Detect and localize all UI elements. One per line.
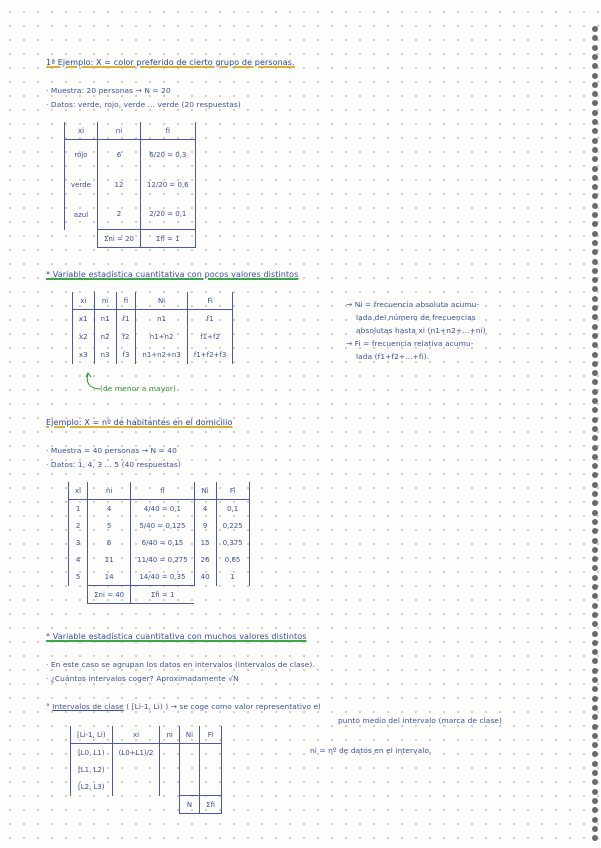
col-header: fi xyxy=(141,122,196,140)
binder-hole xyxy=(592,556,598,562)
binder-hole xyxy=(592,352,598,358)
table-cell: f1 xyxy=(187,310,232,328)
col-header: xi xyxy=(73,292,95,310)
binder-hole xyxy=(592,110,598,116)
table-cell: 1 xyxy=(69,500,88,518)
sum-cell: Σfi = 1 xyxy=(131,586,195,604)
table-cell: 2 xyxy=(69,517,88,534)
binder-hole xyxy=(592,277,598,283)
table-cell: 6 xyxy=(97,140,140,170)
table-cell: n1+n2 xyxy=(136,328,187,346)
table-row xyxy=(69,568,250,586)
table-cell: f3 xyxy=(116,346,136,364)
col-header: [Li-1, Li) xyxy=(71,726,113,744)
table-cell: f1+f2 xyxy=(187,328,232,346)
binder-hole xyxy=(592,528,598,534)
table-cell: f1+f2+f3 xyxy=(187,346,232,364)
intervals-heading-2: punto medio del intervalo (marca de clase) xyxy=(338,716,503,725)
binder-hole xyxy=(592,63,598,69)
table-cell: x3 xyxy=(73,346,95,364)
binder-hole xyxy=(592,575,598,581)
binder-hole xyxy=(592,26,598,32)
table-cell: 3 xyxy=(69,534,88,551)
table-cell: 26 xyxy=(194,551,216,568)
table-cell: 12 xyxy=(97,170,140,200)
binder-hole xyxy=(592,417,598,423)
binder-hole xyxy=(592,807,598,813)
table-cell: [L2, L3) xyxy=(71,778,113,796)
binder-hole xyxy=(592,73,598,79)
table-cell: 2 xyxy=(97,200,140,230)
col-header: Fi xyxy=(187,292,232,310)
section2-note-3: absolutas hasta xi (n1+n2+...+ni) xyxy=(356,326,486,335)
binder-hole xyxy=(592,603,598,609)
table-cell xyxy=(200,744,222,762)
binder-hole xyxy=(592,593,598,599)
table-cell: [L1, L2) xyxy=(71,761,113,778)
col-header: Fi xyxy=(200,726,222,744)
section2-table xyxy=(72,292,233,364)
table-cell: azul xyxy=(65,200,98,230)
table-cell: 0,375 xyxy=(216,534,249,551)
col-header: xi xyxy=(69,482,88,500)
table-cell: n1 xyxy=(136,310,187,328)
table-row xyxy=(71,778,222,796)
binder-hole xyxy=(592,166,598,172)
binder-hole xyxy=(592,296,598,302)
table-cell: 11 xyxy=(88,551,131,568)
binder-hole xyxy=(592,510,598,516)
col-header: xi xyxy=(65,122,98,140)
table-cell: 4 xyxy=(69,551,88,568)
binder-hole xyxy=(592,184,598,190)
table-cell: n2 xyxy=(94,328,116,346)
table-row xyxy=(73,346,233,364)
table-cell: 11/40 = 0,275 xyxy=(131,551,195,568)
table-cell xyxy=(160,778,179,796)
binder-hole xyxy=(592,100,598,106)
binder-hole xyxy=(592,826,598,832)
binder-hole xyxy=(592,798,598,804)
binder-hole xyxy=(592,482,598,488)
table-row xyxy=(69,534,250,551)
table-cell: 2/20 = 0,1 xyxy=(141,200,196,230)
table-cell: 4 xyxy=(88,500,131,518)
table-cell: (L0+L1)/2 xyxy=(112,744,160,762)
binder-hole xyxy=(592,770,598,776)
binder-hole xyxy=(592,751,598,757)
sum-row xyxy=(69,586,250,604)
sum-cell: Σfi xyxy=(200,796,222,814)
sum-row xyxy=(71,796,222,814)
binder-hole xyxy=(592,817,598,823)
binder-hole xyxy=(592,82,598,88)
binder-hole xyxy=(592,714,598,720)
table-cell: n3 xyxy=(94,346,116,364)
binder-hole xyxy=(592,203,598,209)
binder-hole xyxy=(592,789,598,795)
binder-hole xyxy=(592,621,598,627)
binder-hole xyxy=(592,333,598,339)
table-cell: 4/40 = 0,1 xyxy=(131,500,195,518)
table-row xyxy=(71,744,222,762)
binder-hole xyxy=(592,268,598,274)
table-cell: [L0, L1) xyxy=(71,744,113,762)
binder-hole xyxy=(592,686,598,692)
section2-note-4: → Fi = frecuencia relativa acumu- xyxy=(346,339,474,348)
binder-hole xyxy=(592,640,598,646)
binder-hole xyxy=(592,138,598,144)
table-cell: 15 xyxy=(194,534,216,551)
col-header: Fi xyxy=(216,482,249,500)
binder-hole xyxy=(592,249,598,255)
section2-note-2: lada del número de frecuencias xyxy=(356,313,476,322)
binder-hole xyxy=(592,407,598,413)
table-row xyxy=(65,170,196,200)
intervals-heading: ° Intervalos de clase ( [Li-1, Li) ) → se coge como valor representativo el xyxy=(46,702,321,711)
example1-line-1: · Muestra: 20 personas → N = 20 xyxy=(46,86,171,95)
binder-hole xyxy=(592,370,598,376)
table-cell xyxy=(200,778,222,796)
binder-hole xyxy=(592,193,598,199)
binder-hole xyxy=(592,472,598,478)
section2-note-5: lada (f1+f2+...+fi). xyxy=(356,352,430,361)
binder-hole xyxy=(592,538,598,544)
binder-hole xyxy=(592,565,598,571)
table-cell: f2 xyxy=(116,328,136,346)
binder-holes xyxy=(587,0,601,848)
table-cell: 5 xyxy=(88,517,131,534)
col-header: Ni xyxy=(136,292,187,310)
table-cell: 5 xyxy=(69,568,88,586)
binder-hole xyxy=(592,286,598,292)
table-cell: 12/20 = 0,6 xyxy=(141,170,196,200)
binder-hole xyxy=(592,649,598,655)
sum-row xyxy=(65,230,196,248)
binder-hole xyxy=(592,724,598,730)
binder-hole xyxy=(592,658,598,664)
binder-hole xyxy=(592,398,598,404)
binder-hole xyxy=(592,156,598,162)
col-header: xi xyxy=(112,726,160,744)
binder-hole xyxy=(592,519,598,525)
table-row xyxy=(65,140,196,170)
binder-hole xyxy=(592,705,598,711)
table-row xyxy=(69,551,250,568)
binder-hole xyxy=(592,361,598,367)
binder-hole xyxy=(592,389,598,395)
table-cell: 6/40 = 0,15 xyxy=(131,534,195,551)
sum-cell: Σni = 40 xyxy=(88,586,131,604)
binder-hole xyxy=(592,426,598,432)
binder-hole xyxy=(592,175,598,181)
example2-title: Ejemplo: X = nº de habitantes en el domicilio xyxy=(46,418,233,427)
binder-hole xyxy=(592,547,598,553)
table-cell: 6 xyxy=(88,534,131,551)
table-row xyxy=(69,517,250,534)
table-row xyxy=(73,310,233,328)
binder-hole xyxy=(592,454,598,460)
binder-hole xyxy=(592,696,598,702)
binder-hole xyxy=(592,779,598,785)
binder-hole xyxy=(592,305,598,311)
binder-hole xyxy=(592,445,598,451)
binder-hole xyxy=(592,435,598,441)
table-row xyxy=(65,200,196,230)
table-cell: rojo xyxy=(65,140,98,170)
table-cell xyxy=(160,761,179,778)
example1-title: 1ª Ejemplo: X = color preferido de cierto grupo de personas. xyxy=(46,58,295,67)
binder-hole xyxy=(592,612,598,618)
binder-hole xyxy=(592,314,598,320)
binder-hole xyxy=(592,259,598,265)
binder-hole xyxy=(592,212,598,218)
table-cell: 5/40 = 0,125 xyxy=(131,517,195,534)
table-cell: x1 xyxy=(73,310,95,328)
table-cell xyxy=(179,744,199,762)
col-header: Ni xyxy=(194,482,216,500)
binder-hole xyxy=(592,35,598,41)
binder-hole xyxy=(592,491,598,497)
binder-hole xyxy=(592,500,598,506)
col-header: ni xyxy=(160,726,179,744)
example2-line-2: · Datos: 1, 4, 3 ... 5 (40 respuestas) xyxy=(46,460,181,469)
table-cell: 0,1 xyxy=(216,500,249,518)
binder-hole xyxy=(592,742,598,748)
col-header: Ni xyxy=(179,726,199,744)
table-cell: n1+n2+n3 xyxy=(136,346,187,364)
table-cell: 6/20 = 0,3 xyxy=(141,140,196,170)
binder-hole xyxy=(592,463,598,469)
binder-hole xyxy=(592,54,598,60)
table-cell xyxy=(160,744,179,762)
binder-hole xyxy=(592,45,598,51)
intervals-table xyxy=(70,726,222,814)
table-cell: 0,225 xyxy=(216,517,249,534)
binder-hole xyxy=(592,91,598,97)
col-header: ni xyxy=(97,122,140,140)
table-row xyxy=(71,761,222,778)
section2-note-1: → Ni = frecuencia absoluta acumu- xyxy=(346,300,480,309)
section2-title: * Variable estadística cuantitativa con pocos valores distintos xyxy=(46,270,299,279)
binder-hole xyxy=(592,221,598,227)
table-row xyxy=(73,328,233,346)
sum-cell: Σni = 20 xyxy=(97,230,140,248)
table-cell: 0,65 xyxy=(216,551,249,568)
binder-hole xyxy=(592,631,598,637)
order-annotation: (de menor a mayor) xyxy=(100,384,177,393)
table-cell: 14/40 = 0,35 xyxy=(131,568,195,586)
table-cell xyxy=(112,761,160,778)
binder-hole xyxy=(592,379,598,385)
table-cell: f1 xyxy=(116,310,136,328)
example1-line-2: · Datos: verde, rojo, verde ... verde (20 respuestas) xyxy=(46,100,241,109)
binder-hole xyxy=(592,240,598,246)
binder-hole xyxy=(592,584,598,590)
example2-line-1: · Muestra = 40 personas → N = 40 xyxy=(46,446,177,455)
binder-hole xyxy=(592,119,598,125)
sum-cell: N xyxy=(179,796,199,814)
table-cell: verde xyxy=(65,170,98,200)
sum-cell: Σfi = 1 xyxy=(141,230,196,248)
binder-hole xyxy=(592,342,598,348)
binder-hole xyxy=(592,761,598,767)
col-header: fi xyxy=(116,292,136,310)
binder-hole xyxy=(592,677,598,683)
table-cell: x2 xyxy=(73,328,95,346)
table-cell: 9 xyxy=(194,517,216,534)
intervals-note: ni = nº de datos en el intervalo. xyxy=(310,746,432,755)
section4-line-1: · En este caso se agrupan los datos en intervalos (intervalos de clase). xyxy=(46,660,315,669)
binder-hole xyxy=(592,128,598,134)
binder-hole xyxy=(592,324,598,330)
table-cell xyxy=(200,761,222,778)
section4-line-2: · ¿Cuántos intervalos coger? Aproximadamente √N xyxy=(46,674,239,683)
col-header: ni xyxy=(94,292,116,310)
col-header: fi xyxy=(131,482,195,500)
table-cell: 1 xyxy=(216,568,249,586)
example1-table xyxy=(64,122,196,248)
section4-title: * Variable estadística cuantitativa con muchos valores distintos xyxy=(46,632,307,641)
binder-hole xyxy=(592,231,598,237)
table-cell: 4 xyxy=(194,500,216,518)
col-header: ni xyxy=(88,482,131,500)
binder-hole xyxy=(592,835,598,841)
example2-table xyxy=(68,482,250,604)
table-cell xyxy=(179,761,199,778)
table-row xyxy=(69,500,250,518)
binder-hole xyxy=(592,147,598,153)
table-cell xyxy=(179,778,199,796)
table-cell: 14 xyxy=(88,568,131,586)
table-cell: n1 xyxy=(94,310,116,328)
binder-hole xyxy=(592,668,598,674)
binder-hole xyxy=(592,733,598,739)
table-cell: 40 xyxy=(194,568,216,586)
table-cell xyxy=(112,778,160,796)
